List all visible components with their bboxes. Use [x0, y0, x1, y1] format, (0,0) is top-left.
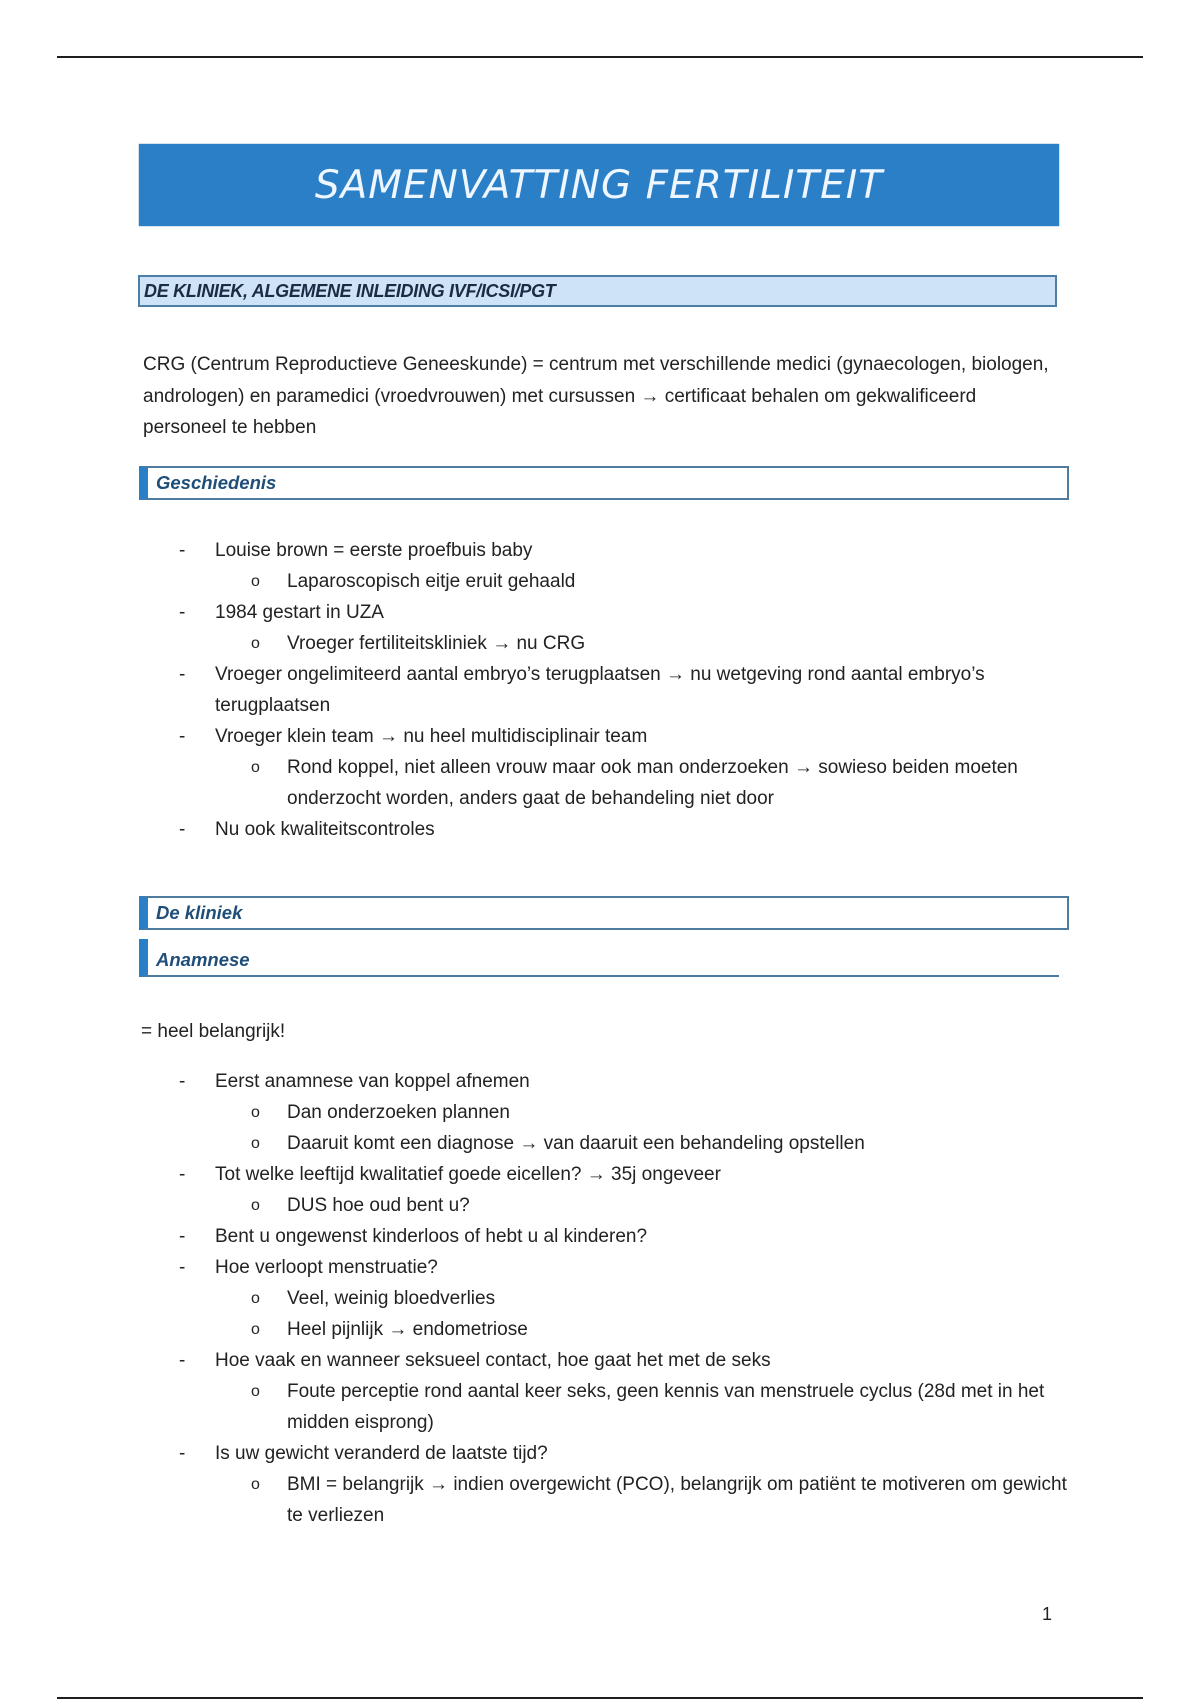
list-item-text: DUS hoe oud bent u?	[287, 1195, 470, 1216]
circle-bullet-icon: o	[251, 1290, 260, 1307]
list-item	[139, 1066, 1069, 1097]
list-item	[139, 1252, 1069, 1283]
circle-bullet-icon: o	[251, 1135, 260, 1152]
list-item	[139, 1221, 1069, 1252]
list-item	[139, 659, 1069, 721]
list-item-text: Nu ook kwaliteitscontroles	[215, 819, 435, 840]
sub-list-item	[139, 1376, 1069, 1438]
list-item-text: Rond koppel, niet alleen vrouw maar ook man onderzoeken → sowieso beiden moeten onderzocht worden, anders gaat de behandeling niet door	[287, 757, 1018, 809]
heading-1-text: DE KLINIEK, ALGEMENE INLEIDING IVF/ICSI/PGT	[144, 280, 556, 301]
heading-anamnese	[139, 939, 1059, 977]
geschiedenis-list	[139, 535, 1069, 845]
list-item-text: 1984 gestart in UZA	[215, 602, 384, 623]
sub-list-item	[139, 752, 1069, 814]
dash-bullet-icon: -	[179, 726, 186, 747]
sub-list-item	[139, 1283, 1069, 1314]
sub-list-item	[139, 628, 1069, 659]
circle-bullet-icon: o	[251, 573, 260, 590]
anamnese-list	[139, 1066, 1069, 1531]
circle-bullet-icon: o	[251, 759, 260, 776]
dash-bullet-icon: -	[179, 1226, 186, 1247]
list-item-text: Foute perceptie rond aantal keer seks, geen kennis van menstruele cyclus (28d met in het midden eisprong)	[287, 1381, 1045, 1433]
circle-bullet-icon: o	[251, 1476, 260, 1493]
circle-bullet-icon: o	[251, 1197, 260, 1214]
dash-bullet-icon: -	[179, 602, 186, 623]
list-item-text: Veel, weinig bloedverlies	[287, 1288, 496, 1309]
list-item-text: BMI = belangrijk → indien overgewicht (PCO), belangrijk om patiënt te motiveren om gewicht te verliezen	[287, 1474, 1067, 1526]
dash-bullet-icon: -	[179, 1350, 186, 1371]
circle-bullet-icon: o	[251, 635, 260, 652]
list-item-text: Vroeger klein team → nu heel multidisciplinair team	[215, 726, 648, 747]
list-item-text: Is uw gewicht veranderd de laatste tijd?	[215, 1443, 548, 1464]
list-item	[139, 1345, 1069, 1376]
list-item	[139, 721, 1069, 752]
sub-list-item	[139, 1097, 1069, 1128]
list-item-text: Daaruit komt een diagnose → van daaruit een behandeling opstellen	[287, 1133, 865, 1154]
list-item	[139, 597, 1069, 628]
anamnese-intro: = heel belangrijk!	[141, 1021, 286, 1042]
list-item	[139, 814, 1069, 845]
dash-bullet-icon: -	[179, 540, 186, 561]
list-item	[139, 1438, 1069, 1469]
dash-bullet-icon: -	[179, 1164, 186, 1185]
list-item-text: Hoe vaak en wanneer seksueel contact, hoe gaat het met de seks	[215, 1350, 771, 1371]
page-number: 1	[1042, 1604, 1053, 1624]
dash-bullet-icon: -	[179, 1257, 186, 1278]
heading-geschiedenis-text: Geschiedenis	[156, 472, 277, 493]
list-item-text: Dan onderzoeken plannen	[287, 1102, 510, 1123]
sub-list-item	[139, 1469, 1069, 1531]
sub-list-item	[139, 1190, 1069, 1221]
list-item-text: Vroeger ongelimiteerd aantal embryo’s terugplaatsen → nu wetgeving rond aantal embryo’s terugplaatsen	[215, 664, 985, 716]
list-item-text: Laparoscopisch eitje eruit gehaald	[287, 571, 576, 592]
list-item-text: Vroeger fertiliteitskliniek → nu CRG	[287, 633, 586, 654]
document-title: SAMENVATTING FERTILITEIT	[314, 162, 884, 208]
dash-bullet-icon: -	[179, 1443, 186, 1464]
sub-list-item	[139, 1128, 1069, 1159]
header-rule	[57, 56, 1143, 58]
list-item-text: Bent u ongewenst kinderloos of hebt u al kinderen?	[215, 1226, 648, 1247]
list-item-text: Hoe verloopt menstruatie?	[215, 1257, 438, 1278]
list-item-text: Heel pijnlijk → endometriose	[287, 1319, 528, 1340]
dash-bullet-icon: -	[179, 1071, 186, 1092]
list-item	[139, 535, 1069, 566]
list-item-text: Louise brown = eerste proefbuis baby	[215, 540, 533, 561]
dash-bullet-icon: -	[179, 819, 186, 840]
circle-bullet-icon: o	[251, 1383, 260, 1400]
dash-bullet-icon: -	[179, 664, 186, 685]
document-title-banner	[139, 144, 1059, 226]
intro-paragraph: CRG (Centrum Reproductieve Geneeskunde) = centrum met verschillende medici (gynaecologen, biologen, andrologen) en paramedici (vroedvrouwen) met cursussen → certificaat behalen om gekwalificeerd personeel te hebben	[143, 354, 1049, 438]
footer-rule	[57, 1697, 1143, 1699]
list-item-text: Eerst anamnese van koppel afnemen	[215, 1071, 530, 1092]
heading-de-kliniek-text: De kliniek	[156, 902, 243, 923]
heading-1	[138, 275, 1057, 307]
heading-de-kliniek	[139, 896, 1069, 930]
circle-bullet-icon: o	[251, 1321, 260, 1338]
heading-geschiedenis	[139, 466, 1069, 500]
heading-anamnese-text: Anamnese	[156, 949, 250, 970]
list-item	[139, 1159, 1069, 1190]
sub-list-item	[139, 566, 1069, 597]
circle-bullet-icon: o	[251, 1104, 260, 1121]
list-item-text: Tot welke leeftijd kwalitatief goede eicellen? → 35j ongeveer	[215, 1164, 721, 1185]
sub-list-item	[139, 1314, 1069, 1345]
